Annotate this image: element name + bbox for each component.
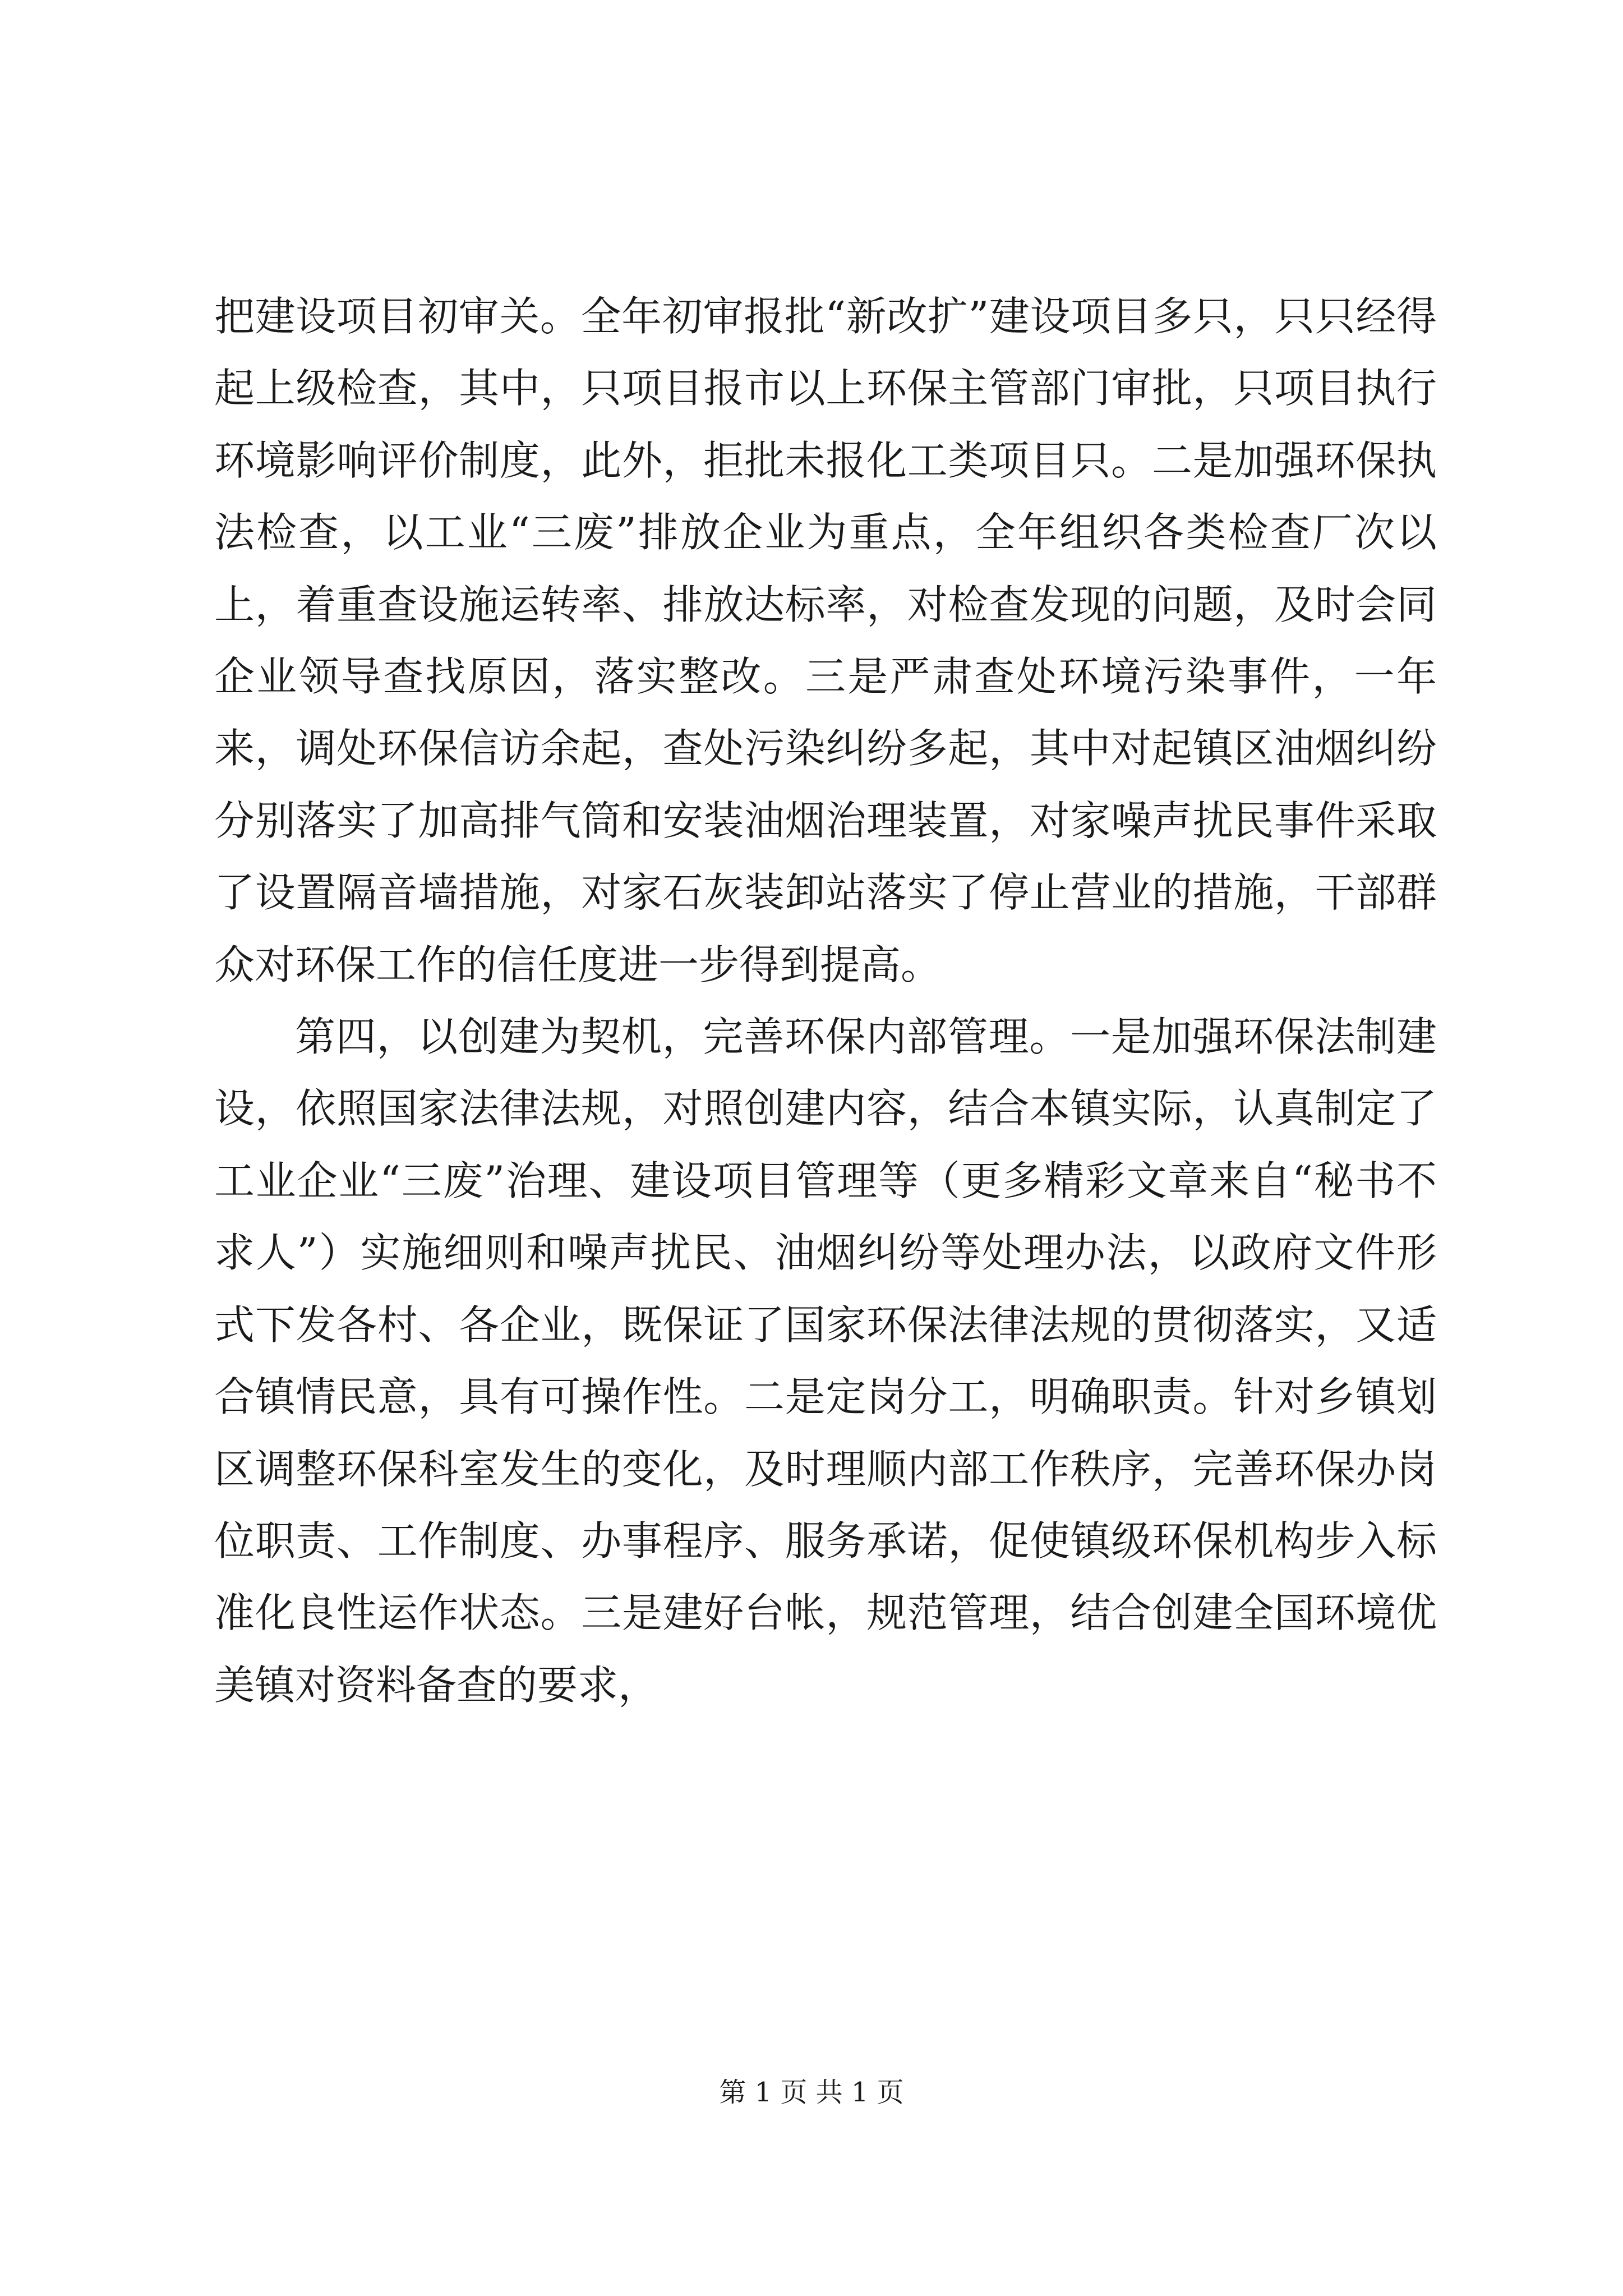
page-footer: 第 1 页 共 1 页 bbox=[719, 2077, 904, 2108]
paragraph-2: 第四，以创建为契机，完善环保内部管理。一是加强环保法制建设，依照国家法律法规，对照创建内容，结合本镇实际，认真制定了工业企业“三废”治理、建设项目管理等（更多精彩文章来自“秘书不求人”）实施细则和噪声扰民、油烟纠纷等处理办法，以政府文件形式下发各村、各企业，既保证了国家环保法律法规的贯彻落实，又适合镇情民意，具有可操作性。二是定岗分工，明确职责。针对乡镇划区调整环保科室发生的变化，及时理顺内部工作秩序，完善环保办岗位职责、工作制度、办事程序、服务承诺，促使镇级环保机构步入标准化良性运作状态。三是建好台帐，规范管理，结合创建全国环境优美镇对资料备查的要求， bbox=[214, 1013, 1437, 1709]
document-body bbox=[214, 280, 1437, 1721]
paragraph-1: 把建设项目初审关。全年初审报批“新改扩”建设项目多只，只只经得起上级检查，其中，只项目报市以上环保主管部门审批，只项目执行环境影响评价制度，此外，拒批未报化工类项目只。二是加强环保执法检查，以工业“三废”排放企业为重点，全年组织各类检查厂次以上，着重查设施运转率、排放达标率，对检查发现的问题，及时会同企业领导查找原因，落实整改。三是严肃查处环境污染事件，一年来，调处环保信访余起，查处污染纠纷多起，其中对起镇区油烟纠纷分别落实了加高排气筒和安装油烟治理装置，对家噪声扰民事件采取了设置隔音墙措施，对家石灰装卸站落实了停止营业的措施，干部群众对环保工作的信任度进一步得到提高。 bbox=[214, 293, 1437, 988]
